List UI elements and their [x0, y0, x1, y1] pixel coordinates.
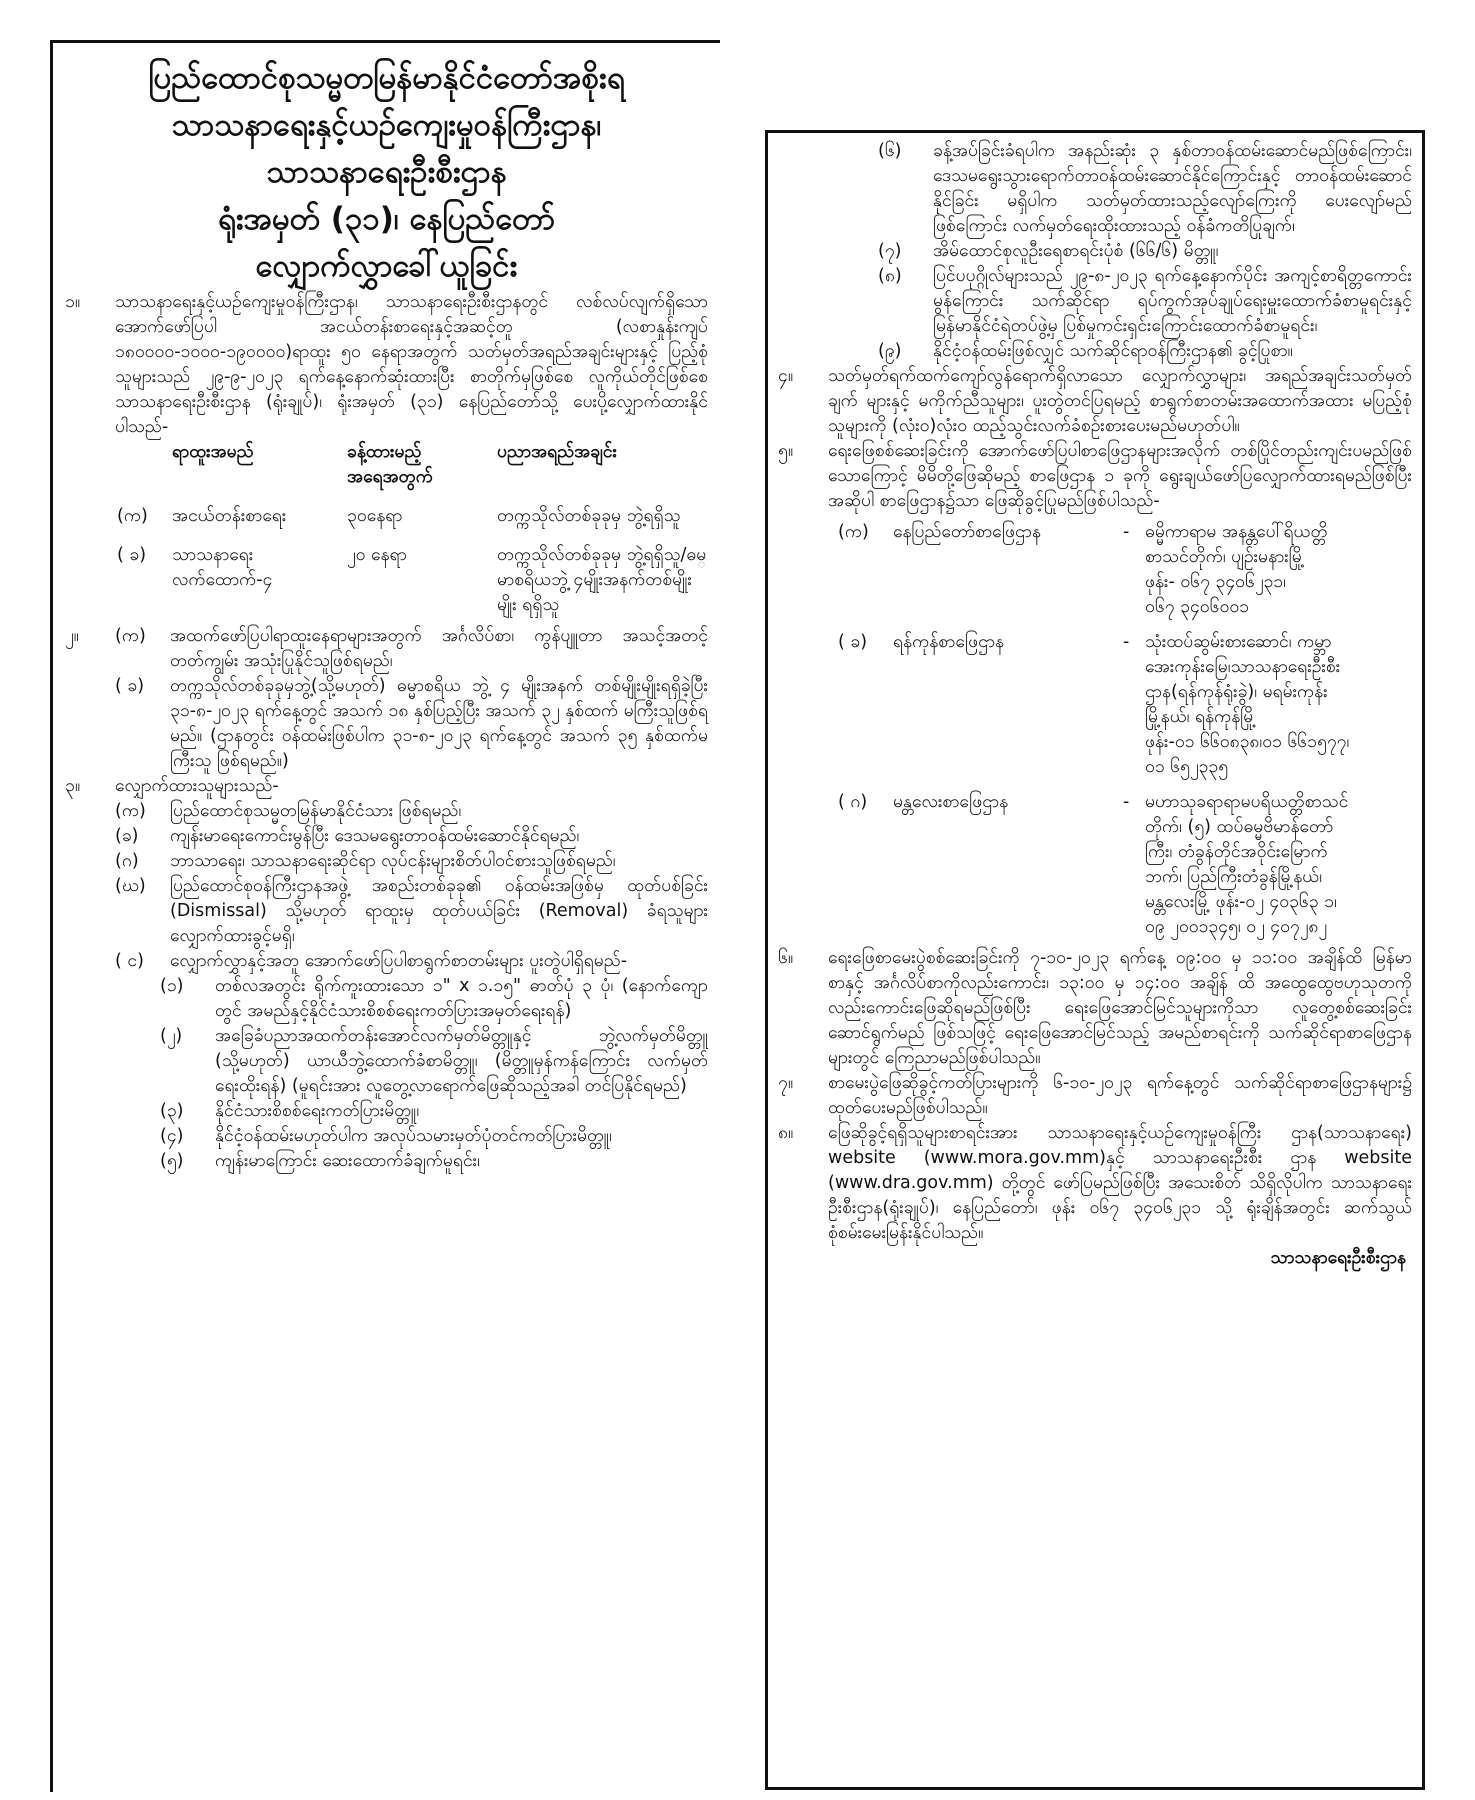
item-label: (က): [838, 522, 869, 542]
separator-dash: -: [1123, 632, 1130, 652]
exam-center-address: မဟာသုခရာရာမပရိယတ္တိစာသင် တိုက်၊ (၅) ထပ်ဓမ္မဗိမာန်တော် ကြီး၊ တံခွန်တိုင်အဝိုင်းမြောက် ဘက်၊ ပြည်ကြီးတံခွန်မြို့နယ်၊ မန္တလေးမြို့ ဖုန်း-၀၂ ၄၀၃၆၃ ၁၊ ၀၉ ၂၀၀၁၃၄၅၊ ၀၂ ၄၀၇၂၈၂: [1145, 792, 1349, 937]
table-header-qualification: ပညာအရည်အချင်း: [497, 442, 617, 462]
exam-center-yangon: [778, 630, 1412, 780]
paragraph-8: [778, 1121, 1412, 1246]
row-count: ၃၀နေရာ: [347, 506, 403, 526]
left-column: [50, 40, 720, 1792]
exam-center-name: နေပြည်တော်စာဖြေဌာန: [893, 522, 1041, 542]
paragraph-4: [778, 364, 1412, 439]
item-label: (၅): [160, 1151, 184, 1171]
item-label: (၂): [160, 1026, 183, 1046]
item-text: လျှောက်လွှာနှင့်အတူ အောက်ဖော်ပြပါစာရွက်စာတမ်းများ ပူးတွဲပါရှိရမည်-: [170, 951, 628, 971]
item-label: ( င): [115, 951, 144, 971]
list-item: [115, 624, 708, 674]
list-item: [115, 949, 708, 974]
paragraph-number: ၂။: [65, 626, 79, 646]
item-label: (ခ): [115, 826, 139, 846]
row-label: (က): [117, 506, 148, 526]
item-label: (၄): [160, 1126, 184, 1146]
header-office-address: ရုံးအမှတ် (၃၁)၊ နေပြည်တော်: [217, 201, 556, 237]
item-text: ပြင်ပပုဂ္ဂိုလ်များသည် ၂၉-၈-၂၀၂၃ ရက်နေ့နောက်ပိုင်း အကျင့်စာရိတ္တကောင်း မွန်ကြောင်း သက်ဆိုင်ရာ ရပ်ကွက်အုပ်ချုပ်ရေးမှူးထောက်ခံစာမူရင်းနှင့် မြန်မာနိုင်ငံရဲတပ်ဖွဲ့မှ ပြစ်မှုကင်းရှင်းကြောင်းထောက်ခံစာမူရင်း၊: [933, 266, 1412, 336]
item-text: ဘာသာရေး၊ သာသနာရေးဆိုင်ရာ လုပ်ငန်းများစိတ်ပါဝင်စားသူဖြစ်ရမည်၊: [170, 851, 616, 871]
paragraph-intro: လျှောက်ထားသူများသည်-: [115, 776, 279, 796]
list-item: [115, 849, 708, 874]
separator-dash: -: [1123, 792, 1130, 812]
paragraph-number: ၇။: [778, 1073, 794, 1093]
header-department: သာသနာရေးဦးစီးဌာန: [266, 154, 507, 190]
exam-center-address: ဓမ္မိကာရာမ အနန္တပေါ်ရိယတ္တိ စာသင်တိုက်၊ ပျဉ်းမနားမြို့ ဖုန်း- ၀၆၇ ၃၄၀၆၂၃၁၊ ၀၆၇ ၃၄၀၆၀၀၁: [1145, 522, 1328, 617]
paragraph-number: ၈။: [778, 1123, 794, 1143]
required-documents-continued: [778, 139, 1412, 364]
paragraph-number: ၅။: [778, 441, 794, 461]
list-item: [160, 1099, 708, 1124]
paragraph-text: စာမေးပွဲဖြေဆိုခွင့်ကတ်ပြားများကို ၆-၁၀-၂၀၂၃ ရက်နေ့တွင် သက်ဆိုင်ရာစာဖြေဌာနများ၌ ထုတ်ပေးမည်ဖြစ်ပါသည်။: [828, 1073, 1412, 1118]
exam-center-name: ရန်ကုန်စာဖြေဌာန: [893, 632, 1005, 652]
exam-center-naypyitaw: [778, 520, 1412, 620]
list-item: [878, 264, 1412, 339]
item-text: တက္ကသိုလ်တစ်ခုခုမှဘွဲ့(သို့မဟုတ်) ဓမ္မာစရိယ ဘွဲ့ ၄ မျိုးအနက် တစ်မျိုးမျိုးရရှိခဲ့ပြီး ၃၁-၈-၂၀၂၃ ရက်နေ့တွင် အသက် ၁၈ နှစ်ပြည့်ပြီး အသက် ၃၂ နှစ်ထက် မကြီးသူဖြစ်ရမည်။ (ဌာနတွင်း ဝန်ထမ်းဖြစ်ပါက ၃၁-၈-၂၀၂၃ ရက်နေ့တွင် အသက် ၃၅ နှစ်ထက်မကြီးသူ ဖြစ်ရမည်။): [170, 676, 708, 771]
list-item: [878, 139, 1412, 239]
list-item: [160, 1124, 708, 1149]
list-item: [115, 874, 708, 949]
paragraph-5: [778, 439, 1412, 514]
item-label: (၁): [160, 976, 184, 996]
item-label: (ဂ): [115, 851, 139, 871]
item-text: ကျန်းမာကြောင်း ဆေးထောက်ခံချက်မူရင်း၊: [215, 1151, 480, 1171]
item-label: (၈): [878, 266, 902, 286]
row-post: အငယ်တန်းစာရေး: [172, 506, 287, 526]
table-row: [117, 504, 708, 529]
item-text: အခြေခံပညာအထက်တန်းအောင်လက်မှတ်မိတ္တူနှင့် ဘွဲ့လက်မှတ်မိတ္တူ (သို့မဟုတ်) ယာယီဘွဲ့ထောက်ခံစာမိတ္တူ၊ (မိတ္တူမှန်ကန်ကြောင်း လက်မှတ်ရေးထိုးရန်) (မူရင်းအား လူတွေ့လာရောက်ဖြေဆိုသည့်အခါ တင်ပြနိုင်ရမည်): [215, 1026, 708, 1096]
item-label: (၇): [878, 241, 902, 261]
row-label: ( ခ): [117, 545, 147, 565]
vacancy-table: [117, 440, 708, 618]
row-count: ၂၀ နေရာ: [347, 545, 407, 565]
paragraph-2: [65, 624, 708, 774]
list-item: [115, 824, 708, 849]
paragraph-text: သာသနာရေးနှင့်ယဉ်ကျေးမှုဝန်ကြီးဌာန၊ သာသနာရေးဦးစီးဌာနတွင် လစ်လပ်လျက်ရှိသော အောက်ဖော်ပြပါ အငယ်တန်းစာရေးနှင့်အဆင့်တူ (လစာနှုန်းကျပ် ၁၈၀၀၀၀-၁၀၀၀-၁၉၀၀၀၀)ရာထူး ၅၀ နေရာအတွက် သတ်မှတ်အရည်အချင်းများနှင့် ပြည့်စုံသူများသည် ၂၉-၉-၂၀၂၃ ရက်နေ့နောက်ဆုံးထားပြီး စာတိုက်မှဖြစ်စေ လူကိုယ်တိုင်ဖြစ်စေ သာသနာရေးဦးစီးဌာန (ရုံးချုပ်)၊ ရုံးအမှတ် (၃၁) နေပြည်တော်သို့ ပေးပို့လျှောက်ထားနိုင်ပါသည်-: [115, 292, 708, 437]
list-item: [160, 1149, 708, 1174]
list-item: [160, 974, 708, 1024]
list-item: [115, 674, 708, 774]
table-row: [117, 543, 708, 618]
paragraph-7: [778, 1071, 1412, 1121]
item-text: အိမ်ထောင်စုလူဦးရေစာရင်းပုံစံ (၆၆/၆) မိတ္တူ၊: [933, 241, 1219, 261]
paragraph-text: ဖြေဆိုခွင့်ရရှိသူများစာရင်းအား သာသနာရေးနှင့်ယဉ်ကျေးမှုဝန်ကြီး ဌာန(သာသနာရေး) website (www.mora.gov.mm)နှင့် သာသနာရေးဦးစီး ဌာန website (www.dra.gov.mm) တို့တွင် ဖော်ပြမည်ဖြစ်ပြီး အသေးစိတ် သိရှိလိုပါက သာသနာရေးဦးစီးဌာန(ရုံးချုပ်)၊ နေပြည်တော်၊ ဖုန်း ၀၆၇ ၃၄၀၆၂၃၁ သို့ ရုံးချိန်အတွင်း ဆက်သွယ်စုံစမ်းမေးမြန်းနိုင်ပါသည်။: [828, 1123, 1412, 1243]
item-text: ပြည်ထောင်စုဝန်ကြီးဌာနအဖွဲ့ အစည်းတစ်ခုခု၏ ဝန်ထမ်းအဖြစ်မှ ထုတ်ပစ်ခြင်း (Dismissal) သို့မဟုတ် ရာထူးမှ ထုတ်ပယ်ခြင်း (Removal) ခံရသူများ လျှောက်ထားခွင့်မရှိ၊: [170, 876, 708, 946]
exam-center-mandalay: [778, 790, 1412, 940]
item-text: နိုင်ငံ့ဝန်ထမ်းမဟုတ်ပါက အလုပ်သမားမှတ်ပုံတင်ကတ်ပြားမိတ္တူ၊: [215, 1126, 612, 1146]
exam-center-name: မန္တလေးစာဖြေဌာန: [893, 792, 1009, 812]
paragraph-number: ၆။: [778, 948, 794, 968]
list-item: [115, 799, 708, 824]
item-text: အထက်ဖော်ပြပါရာထူးနေရာများအတွက် အင်္ဂလိပ်စာ၊ ကွန်ပျူတာ အသင့်အတင့်တတ်ကျွမ်း အသုံးပြုနိုင်သူဖြစ်ရမည်၊: [170, 626, 708, 671]
row-qualification: တက္ကသိုလ်တစ်ခုခုမှ ဘွဲ့ရရှိသူ/ဓမ္မာစရိယဘွဲ့ ၄မျိုးအနက်တစ်မျိုးမျိုး ရရှိသူ: [497, 545, 707, 615]
item-label: ( ခ): [115, 676, 145, 696]
table-header-count: ခန့်ထားမည့် အရေအတွက်: [347, 442, 433, 487]
signature-department: သာသနာရေးဦးစီးဌာန: [1270, 1248, 1406, 1268]
item-text: ပြည်ထောင်စုသမ္မတမြန်မာနိုင်ငံသား ဖြစ်ရမည်၊: [170, 801, 462, 821]
header-ministry: သာသနာရေးနှင့်ယဉ်ကျေးမှုဝန်ကြီးဌာန၊: [171, 107, 602, 143]
row-qualification: တက္ကသိုလ်တစ်ခုခုမှ ဘွဲ့ရရှိသူ: [497, 506, 681, 526]
paragraph-text: ရေးဖြေစာမေးပွဲစစ်ဆေးခြင်းကို ၇-၁၀-၂၀၂၃ ရက်နေ့ ၀၉:၀၀ မှ ၁၁:၀၀ အချိန်ထိ မြန်မာစာနှင့် အင်္ဂလိပ်စာကိုလည်းကောင်း၊ ၁၃:၀၀ မှ ၁၄:၀၀ အချိန် ထိ အထွေထွေဗဟုသုတကိုလည်းကောင်းဖြေဆိုရမည်ဖြစ်ပြီး ရေးဖြေအောင်မြင်သူများကိုသာ လူတွေ့စစ်ဆေးခြင်းဆောင်ရွက်မည် ဖြစ်သဖြင့် ရေးဖြေအောင်မြင်သည့် အမည်စာရင်းကို သက်ဆိုင်ရာစာဖြေဌာနများတွင် ကြေညာမည်ဖြစ်ပါသည်။: [828, 948, 1412, 1068]
item-label: (၉): [878, 341, 902, 361]
separator-dash: -: [1123, 522, 1130, 542]
paragraph-3: [65, 774, 708, 1174]
list-item: [878, 239, 1412, 264]
required-documents-list: [115, 974, 708, 1174]
item-text: တစ်လအတွင်း ရိုက်ကူးထားသော ၁" x ၁.၁၅" ဓာတ်ပုံ ၃ ပုံ၊ (နောက်ကျောတွင် အမည်နှင့်နိုင်ငံသားစိစစ်ရေးကတ်ပြားအမှတ်ရေးရန်): [215, 976, 708, 1021]
item-label: (က): [115, 626, 146, 646]
exam-center-address: သုံးထပ်ဆွမ်းစားဆောင်၊ ကမ္ဘာ အေးကုန်းမြေ၊သာသနာရေးဦးစီး ဌာန(ရန်ကုန်ရုံးခွဲ)၊ မရမ်းကုန်း မြို့နယ်၊ ရန်ကုန်မြို့ ဖုန်း-၀၁ ၆၆၀၈၃၈၊၀၁ ၆၆၁၅၇၇၊ ၀၁ ၆၅၂၃၃၅: [1145, 632, 1350, 777]
item-label: (၆): [878, 141, 902, 161]
table-header-post: ရာထူးအမည်: [172, 442, 254, 462]
item-text: နိုင်ငံ့ဝန်ထမ်းဖြစ်လျှင် သက်ဆိုင်ရာဝန်ကြီးဌာန၏ ခွင့်ပြုစာ။: [933, 341, 1293, 361]
paragraph-6: [778, 946, 1412, 1071]
table-header-row: [117, 440, 708, 490]
header-announcement-title: လျှောက်လွှာခေါ်ယူခြင်း: [255, 248, 518, 284]
paragraph-text: သတ်မှတ်ရက်ထက်ကျော်လွန်ရောက်ရှိလာသော လျှောက်လွှာများ၊ အရည်အချင်းသတ်မှတ်ချက် များနှင့် မကိုက်ညီသူများ၊ ပူးတွဲတင်ပြရမည့် စာရွက်စာတမ်းအထောက်အထား မပြည့်စုံသူများကို (လုံးဝ)လုံးဝ ထည့်သွင်းလက်ခံစဉ်းစားပေးမည်မဟုတ်ပါ။: [828, 366, 1412, 436]
item-text: ကျန်းမာရေးကောင်းမွန်ပြီး ဒေသမရွေးတာဝန်ထမ်းဆောင်နိုင်ရမည်၊: [170, 826, 580, 846]
item-text: နိုင်ငံသားစိစစ်ရေးကတ်ပြားမိတ္တူ၊: [215, 1101, 420, 1121]
paragraph-text: ရေးဖြေစစ်ဆေးခြင်းကို အောက်ဖော်ပြပါစာဖြေဌာနများအလိုက် တစ်ပြိုင်တည်းကျင်းပမည်ဖြစ် သောကြောင့် မိမိတို့ဖြေဆိုမည့် စာဖြေဌာန ၁ ခုကို ရွေးချယ်ဖော်ပြလျှောက်ထားရမည်ဖြစ်ပြီး အဆိုပါ စာဖြေဌာန၌သာ ဖြေဆိုခွင့်ပြုမည်ဖြစ်ပါသည်-: [828, 441, 1412, 511]
item-label: ( ခ): [838, 632, 868, 652]
paragraph-1: [65, 290, 708, 440]
item-label: (၃): [160, 1101, 184, 1121]
list-item: [160, 1024, 708, 1099]
paragraph-number: ၄။: [778, 366, 794, 386]
list-item: [878, 339, 1412, 364]
item-text: ခန့်အပ်ခြင်းခံရပါက အနည်းဆုံး ၃ နှစ်တာဝန်ထမ်းဆောင်မည်ဖြစ်ကြောင်း၊ ဒေသမရွေးသွားရောက်တာဝန်ထမ်းဆောင်နိုင်ကြောင်းနှင့် တာဝန်ထမ်းဆောင်နိုင်ခြင်း မရှိပါက သတ်မှတ်ထားသည့်လျော်ကြေးကို ပေးလျော်မည်ဖြစ်ကြောင်း လက်မှတ်ရေးထိုးထားသည့် ဝန်ခံကတိပြုချက်၊: [933, 141, 1412, 236]
paragraph-number: ၃။: [65, 776, 81, 796]
row-post: သာသနာရေး လက်ထောက်-၄: [172, 545, 273, 590]
item-label: (က): [115, 801, 146, 821]
item-label: (ဃ): [115, 876, 146, 896]
paragraph-number: ၁။: [65, 292, 81, 312]
item-label: ( ဂ): [838, 792, 868, 812]
header-government: ပြည်ထောင်စုသမ္မတမြန်မာနိုင်ငံတော်အစိုးရ: [148, 60, 625, 96]
right-column: [765, 130, 1425, 1790]
